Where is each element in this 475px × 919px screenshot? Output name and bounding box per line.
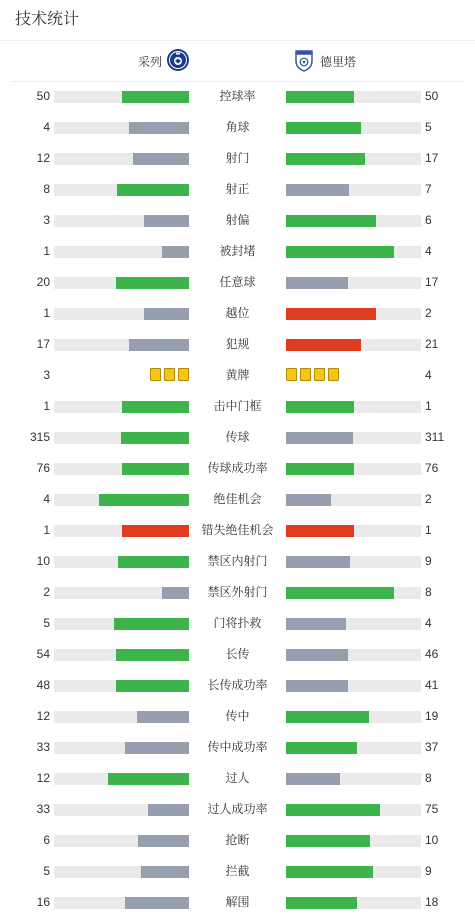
home-bar-fill	[133, 153, 189, 165]
away-team-crest-icon	[292, 48, 316, 75]
home-value: 5	[43, 864, 50, 878]
stat-label: 犯规	[225, 337, 250, 351]
stat-row	[0, 763, 475, 794]
away-bar-fill	[286, 463, 354, 475]
away-bar-fill	[286, 649, 348, 661]
home-value: 1	[43, 306, 50, 320]
yellow-card-icon	[150, 368, 161, 381]
home-value: 20	[36, 275, 50, 289]
home-bar-track	[54, 897, 189, 909]
away-value: 10	[425, 833, 439, 847]
away-bar-fill	[286, 122, 361, 134]
stat-row	[0, 701, 475, 732]
stat-label: 传中成功率	[207, 740, 268, 754]
stat-row	[0, 329, 475, 360]
away-value: 76	[425, 461, 439, 475]
home-bar-fill	[129, 339, 189, 351]
stat-row	[0, 205, 475, 236]
home-bar-fill	[118, 556, 189, 568]
home-value: 3	[43, 213, 50, 227]
stat-row	[0, 670, 475, 701]
home-bar-track	[54, 494, 189, 506]
away-bar-track	[286, 525, 421, 537]
home-value: 12	[36, 709, 50, 723]
home-bar-fill	[125, 742, 189, 754]
away-team[interactable]	[292, 46, 356, 76]
home-bar-fill	[108, 773, 189, 785]
stat-label: 长传成功率	[207, 678, 268, 692]
away-bar-fill	[286, 835, 370, 847]
divider	[0, 40, 475, 41]
stat-label: 越位	[225, 306, 250, 320]
away-bar-fill	[286, 215, 376, 227]
stat-row	[0, 515, 475, 546]
home-yellow-cards	[150, 368, 189, 382]
stat-label: 抢断	[225, 833, 250, 847]
away-bar-fill	[286, 401, 354, 413]
home-bar-track	[54, 587, 189, 599]
home-team-crest-icon	[166, 48, 190, 75]
home-value: 48	[36, 678, 50, 692]
away-bar-track	[286, 649, 421, 661]
away-bar-fill	[286, 184, 349, 196]
away-bar-track	[286, 432, 421, 444]
home-bar-track	[54, 525, 189, 537]
away-value: 21	[425, 337, 439, 351]
away-value: 9	[425, 554, 432, 568]
home-bar-fill	[117, 184, 189, 196]
away-bar-track	[286, 773, 421, 785]
away-bar-fill	[286, 277, 348, 289]
stat-row	[0, 639, 475, 670]
away-bar-fill	[286, 339, 361, 351]
away-bar-track	[286, 91, 421, 103]
away-bar-track	[286, 494, 421, 506]
home-bar-track	[54, 401, 189, 413]
away-bar-fill	[286, 587, 394, 599]
away-bar-fill	[286, 680, 348, 692]
home-bar-track	[54, 463, 189, 475]
away-value: 1	[425, 523, 432, 537]
stat-row	[0, 391, 475, 422]
home-bar-fill	[122, 525, 190, 537]
page-title: 技术统计	[15, 11, 80, 28]
away-bar-fill	[286, 525, 354, 537]
home-bar-track	[54, 91, 189, 103]
away-value: 1	[425, 399, 432, 413]
away-bar-track	[286, 835, 421, 847]
away-value: 9	[425, 864, 432, 878]
home-bar-track	[54, 308, 189, 320]
home-value: 16	[36, 895, 50, 909]
home-bar-fill	[144, 215, 189, 227]
away-value: 75	[425, 802, 439, 816]
away-bar-track	[286, 866, 421, 878]
home-value: 4	[43, 120, 50, 134]
away-bar-fill	[286, 711, 369, 723]
away-bar-track	[286, 339, 421, 351]
home-bar-fill	[122, 401, 190, 413]
home-bar-fill	[116, 649, 189, 661]
home-bar-fill	[138, 835, 189, 847]
stat-label: 错失绝佳机会	[201, 523, 274, 537]
stat-row	[0, 825, 475, 856]
stat-label: 任意球	[219, 275, 256, 289]
away-bar-fill	[286, 618, 346, 630]
home-bar-track	[54, 184, 189, 196]
stat-label: 传球成功率	[207, 461, 268, 475]
away-bar-fill	[286, 866, 373, 878]
home-value: 3	[43, 368, 50, 382]
home-value: 33	[36, 802, 50, 816]
home-bar-fill	[122, 463, 190, 475]
home-bar-track	[54, 556, 189, 568]
home-bar-track	[54, 246, 189, 258]
stat-row	[0, 360, 475, 391]
stat-label: 长传	[225, 647, 250, 661]
away-bar-track	[286, 742, 421, 754]
home-team[interactable]	[138, 46, 190, 76]
home-bar-track	[54, 339, 189, 351]
away-bar-track	[286, 308, 421, 320]
away-value: 4	[425, 244, 432, 258]
yellow-card-icon	[178, 368, 189, 381]
yellow-card-icon	[314, 368, 325, 381]
stat-label: 传中	[225, 709, 250, 723]
home-bar-fill	[162, 246, 189, 258]
stat-row	[0, 608, 475, 639]
home-value: 54	[36, 647, 50, 661]
stat-label: 黄牌	[225, 368, 250, 382]
away-bar-track	[286, 122, 421, 134]
away-value: 18	[425, 895, 439, 909]
home-bar-track	[54, 277, 189, 289]
away-bar-fill	[286, 804, 380, 816]
away-value: 46	[425, 647, 439, 661]
yellow-card-icon	[286, 368, 297, 381]
home-value: 17	[36, 337, 50, 351]
stat-row	[0, 453, 475, 484]
stat-row	[0, 174, 475, 205]
home-value: 1	[43, 244, 50, 258]
home-value: 6	[43, 833, 50, 847]
away-bar-track	[286, 215, 421, 227]
stat-row	[0, 267, 475, 298]
stat-label: 射正	[225, 182, 250, 196]
stat-row	[0, 856, 475, 887]
yellow-card-icon	[164, 368, 175, 381]
home-bar-track	[54, 618, 189, 630]
away-value: 7	[425, 182, 432, 196]
home-bar-track	[54, 122, 189, 134]
stat-label: 击中门框	[213, 399, 262, 413]
yellow-card-icon	[328, 368, 339, 381]
away-bar-fill	[286, 91, 354, 103]
home-value: 1	[43, 523, 50, 537]
home-team-name: 采列	[137, 54, 162, 69]
stat-label: 角球	[225, 120, 250, 134]
stat-row	[0, 794, 475, 825]
stat-label: 解围	[225, 895, 250, 909]
home-bar-fill	[129, 122, 189, 134]
home-value: 10	[36, 554, 50, 568]
away-bar-track	[286, 556, 421, 568]
away-bar-fill	[286, 556, 350, 568]
teams-header	[0, 46, 475, 76]
yellow-card-icon	[300, 368, 311, 381]
home-value: 2	[43, 585, 50, 599]
stat-label: 门将扑救	[213, 616, 262, 630]
stat-row	[0, 298, 475, 329]
home-value: 8	[43, 182, 50, 196]
stats-list	[0, 81, 475, 918]
away-bar-track	[286, 897, 421, 909]
away-bar-fill	[286, 897, 357, 909]
away-bar-track	[286, 277, 421, 289]
stat-row	[0, 422, 475, 453]
home-bar-fill	[144, 308, 189, 320]
stat-label: 被封堵	[219, 244, 256, 258]
away-bar-track	[286, 711, 421, 723]
away-value: 19	[425, 709, 439, 723]
away-value: 2	[425, 306, 432, 320]
away-value: 37	[425, 740, 439, 754]
home-bar-fill	[116, 277, 189, 289]
stat-label: 绝佳机会	[213, 492, 262, 506]
stat-row	[0, 577, 475, 608]
away-bar-track	[286, 184, 421, 196]
home-value: 33	[36, 740, 50, 754]
home-bar-track	[54, 649, 189, 661]
home-value: 5	[43, 616, 50, 630]
away-bar-track	[286, 401, 421, 413]
away-bar-fill	[286, 494, 331, 506]
away-bar-track	[286, 246, 421, 258]
away-value: 8	[425, 585, 432, 599]
home-value: 4	[43, 492, 50, 506]
away-value: 2	[425, 492, 432, 506]
stat-label: 过人成功率	[207, 802, 268, 816]
away-bar-fill	[286, 742, 357, 754]
stat-label: 射偏	[225, 213, 250, 227]
home-bar-fill	[99, 494, 189, 506]
away-value: 8	[425, 771, 432, 785]
away-value: 17	[425, 151, 439, 165]
away-value: 6	[425, 213, 432, 227]
stat-label: 传球	[225, 430, 250, 444]
home-value: 76	[36, 461, 50, 475]
away-bar-track	[286, 587, 421, 599]
home-bar-track	[54, 215, 189, 227]
stat-label: 禁区外射门	[207, 585, 268, 599]
away-value: 4	[425, 368, 432, 382]
away-bar-track	[286, 463, 421, 475]
away-bar-fill	[286, 246, 394, 258]
home-bar-track	[54, 680, 189, 692]
stat-row	[0, 143, 475, 174]
stat-label: 射门	[225, 151, 250, 165]
home-bar-track	[54, 835, 189, 847]
stat-label: 控球率	[219, 89, 256, 103]
home-bar-track	[54, 866, 189, 878]
home-bar-track	[54, 773, 189, 785]
home-value: 12	[36, 151, 50, 165]
home-bar-fill	[137, 711, 189, 723]
away-bar-fill	[286, 308, 376, 320]
stat-label: 拦截	[225, 864, 250, 878]
stat-row	[0, 546, 475, 577]
away-bar-track	[286, 680, 421, 692]
away-value: 17	[425, 275, 439, 289]
away-value: 50	[425, 89, 439, 103]
away-bar-fill	[286, 432, 353, 444]
home-bar-track	[54, 804, 189, 816]
away-value: 311	[425, 430, 445, 444]
away-bar-track	[286, 618, 421, 630]
stat-label: 过人	[225, 771, 250, 785]
stat-row	[0, 887, 475, 918]
home-bar-fill	[148, 804, 189, 816]
home-bar-track	[54, 432, 189, 444]
stat-row	[0, 732, 475, 763]
stat-row	[0, 81, 475, 112]
stat-row	[0, 112, 475, 143]
home-bar-fill	[162, 587, 189, 599]
home-value: 50	[36, 89, 50, 103]
home-bar-fill	[141, 866, 189, 878]
away-bar-track	[286, 804, 421, 816]
home-bar-fill	[125, 897, 189, 909]
away-value: 5	[425, 120, 432, 134]
away-bar-fill	[286, 773, 340, 785]
away-yellow-cards	[286, 368, 339, 382]
home-bar-fill	[121, 432, 189, 444]
home-value: 1	[43, 399, 50, 413]
stat-label: 禁区内射门	[207, 554, 268, 568]
away-team-name: 德里塔	[320, 54, 357, 69]
home-bar-track	[54, 711, 189, 723]
home-bar-track	[54, 742, 189, 754]
away-value: 41	[425, 678, 439, 692]
stat-row	[0, 484, 475, 515]
home-value: 12	[36, 771, 50, 785]
away-bar-track	[286, 153, 421, 165]
home-value: 315	[29, 430, 50, 444]
home-bar-fill	[114, 618, 189, 630]
stat-row	[0, 236, 475, 267]
away-bar-fill	[286, 153, 365, 165]
home-bar-fill	[122, 91, 190, 103]
home-bar-track	[54, 153, 189, 165]
away-value: 4	[425, 616, 432, 630]
home-bar-fill	[116, 680, 189, 692]
